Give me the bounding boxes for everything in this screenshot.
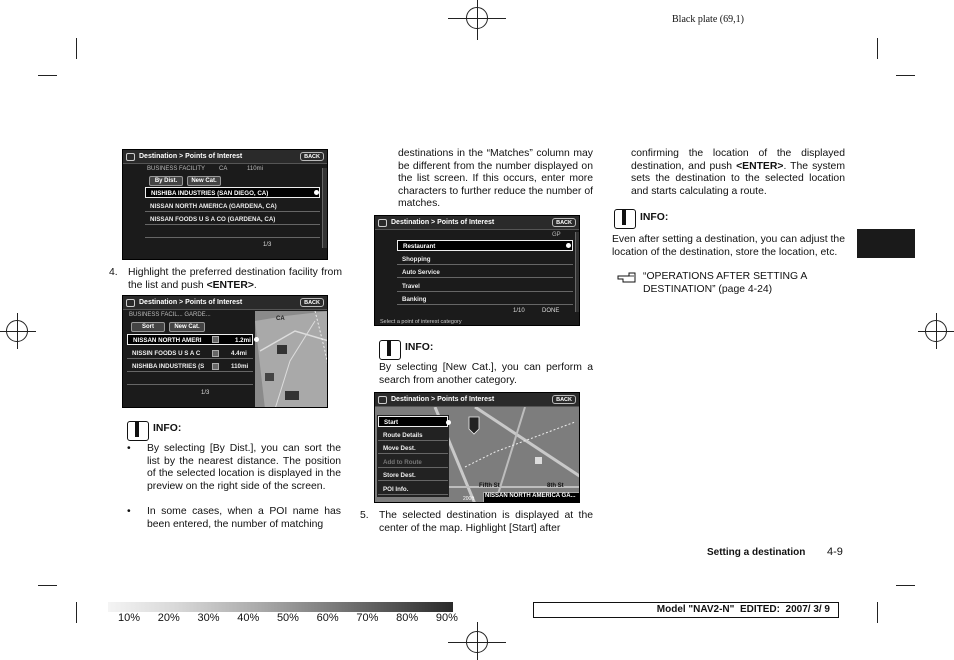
screen-title-bar: Destination > Points of Interest xyxy=(375,393,579,407)
scroll-dot xyxy=(566,243,571,248)
percentage-scale: 10% 20% 30% 40% 50% 60% 70% 80% 90% xyxy=(118,612,458,624)
plate-label: Black plate (69,1) xyxy=(672,14,744,25)
nav-screen-poi-sorted: Destination > Points of Interest BACK CA BUSINESS FACIL... GARDE... Sort New Cat. NISSAN NORTH AMERI 1.2mi NISSIN FOODS U S A C 4.4mi NISHIBA INDUSTRIES (S 110mi 1/3 xyxy=(122,295,328,408)
sort-button[interactable]: Sort xyxy=(131,322,165,332)
map-preview-icon xyxy=(212,336,219,343)
list-item[interactable]: NISSAN NORTH AMERI 1.2mi xyxy=(127,334,253,345)
step-4-text: Highlight the preferred destination facility from the list and push <ENTER>. xyxy=(128,267,342,291)
crop-mark xyxy=(38,75,57,76)
store-dest-button[interactable]: Store Dest. xyxy=(378,470,448,481)
crop-mark xyxy=(877,38,878,59)
map-preview xyxy=(255,311,328,408)
map-preview-icon xyxy=(212,363,219,370)
step-5-text: The selected destination is displayed at the center of the map. Highlight [Start] after xyxy=(379,510,593,534)
page-reference: “OPERATIONS AFTER SETTING A DESTINATION” (page 4-24) xyxy=(643,271,807,295)
back-button[interactable]: BACK xyxy=(552,395,576,404)
info-icon xyxy=(614,209,636,229)
section-title: Setting a destination xyxy=(707,547,806,558)
poi-info-button[interactable]: POI Info. xyxy=(378,484,448,495)
info-icon xyxy=(379,340,401,360)
back-button[interactable]: BACK xyxy=(552,218,576,227)
section-tab xyxy=(857,229,915,258)
scrollbar[interactable] xyxy=(322,168,327,248)
info-bullet: In some cases, when a POI name has been entered, the number of matching xyxy=(147,506,341,530)
nav-screen-poi-list: Destination > Points of Interest BACK BUSINESS FACILITY CA 110mi By Dist. New Cat. NISHIBA INDUSTRIES (SAN DIEGO, CA) NISSAN NORTH AMERICA (GARDENA, CA) NISSAN FOODS U S A CO (GARDENA, CA) 1/3 xyxy=(122,149,328,260)
info-text: Even after setting a destination, you can adjust the location of the destination, store the location, etc. xyxy=(612,234,845,258)
pointing-hand-icon xyxy=(617,270,637,284)
paragraph: destinations in the “Matches” column may be different from the number displayed on the list screen. If this occurs, enter more characters to further reduce the number of matches. xyxy=(398,148,593,210)
add-to-route-button: Add to Route xyxy=(378,457,448,468)
destination-icon xyxy=(378,396,387,404)
screen-title-bar: Destination > Points of Interest xyxy=(123,296,327,310)
back-button[interactable]: BACK xyxy=(300,298,324,307)
nav-screen-category: Destination > Points of Interest BACK GP Restaurant Shopping Auto Service Travel Banking 1/10 DONE Select a point of interest category xyxy=(374,215,580,326)
scroll-dot xyxy=(314,190,319,195)
new-cat-button[interactable]: New Cat. xyxy=(187,176,221,186)
info-bullet: By selecting [By Dist.], you can sort the list by the nearest distance. The position of the selected location is displayed in the preview on the right side of the screen. xyxy=(147,443,341,492)
page-number: 4-9 xyxy=(827,546,843,558)
list-item[interactable]: NISHIBA INDUSTRIES (SAN DIEGO, CA) xyxy=(145,187,320,198)
crop-mark xyxy=(38,585,57,586)
crop-mark xyxy=(896,585,915,586)
screen-title-bar: Destination > Points of Interest xyxy=(123,150,327,164)
map-preview-icon xyxy=(212,350,219,357)
crop-mark xyxy=(877,602,878,623)
destination-icon xyxy=(378,219,387,227)
screen-title-bar: Destination > Points of Interest xyxy=(375,216,579,230)
nav-screen-map-confirm: Destination > Points of Interest BACK Start Route Details Move Dest. Add to Route Store Dest. POI Info. Fifth St 8th St NISSAN NORTH AMERICA GA... 200ft xyxy=(374,392,580,503)
list-item[interactable]: NISSIN FOODS U S A C 4.4mi xyxy=(127,348,253,359)
start-button[interactable]: Start xyxy=(378,416,448,427)
info-text: By selecting [New Cat.], you can perform a search from another category. xyxy=(379,362,593,386)
list-item[interactable]: Banking xyxy=(397,294,573,305)
scrollbar[interactable] xyxy=(575,232,580,312)
destination-icon xyxy=(126,299,135,307)
move-dest-button[interactable]: Move Dest. xyxy=(378,443,448,454)
by-dist-button[interactable]: By Dist. xyxy=(149,176,183,186)
list-item[interactable]: Auto Service xyxy=(397,267,573,278)
list-item[interactable]: NISSAN FOODS U S A CO (GARDENA, CA) xyxy=(145,214,320,225)
paragraph: confirming the location of the displayed destination, and push <ENTER>. The system sets the destination to the selected location and starts calculating a route. xyxy=(631,148,845,197)
new-cat-button[interactable]: New Cat. xyxy=(169,322,205,332)
list-item[interactable]: Shopping xyxy=(397,254,573,265)
crop-mark xyxy=(76,602,77,623)
gray-scale-bar xyxy=(108,602,453,612)
list-item[interactable]: Travel xyxy=(397,281,573,292)
scroll-dot xyxy=(446,420,451,425)
done-button[interactable]: DONE xyxy=(542,308,560,314)
crop-mark xyxy=(896,75,915,76)
crop-mark xyxy=(76,38,77,59)
destination-icon xyxy=(126,153,135,161)
list-item[interactable]: NISHIBA INDUSTRIES (S 110mi xyxy=(127,361,253,372)
list-item[interactable]: NISSAN NORTH AMERICA (GARDENA, CA) xyxy=(145,201,320,212)
list-item[interactable]: Restaurant xyxy=(397,240,573,251)
scroll-dot xyxy=(254,337,259,342)
info-icon xyxy=(127,421,149,441)
model-box: Model "NAV2-N" EDITED: 2007/ 3/ 9 xyxy=(533,602,839,618)
route-details-button[interactable]: Route Details xyxy=(378,430,448,441)
back-button[interactable]: BACK xyxy=(300,152,324,161)
